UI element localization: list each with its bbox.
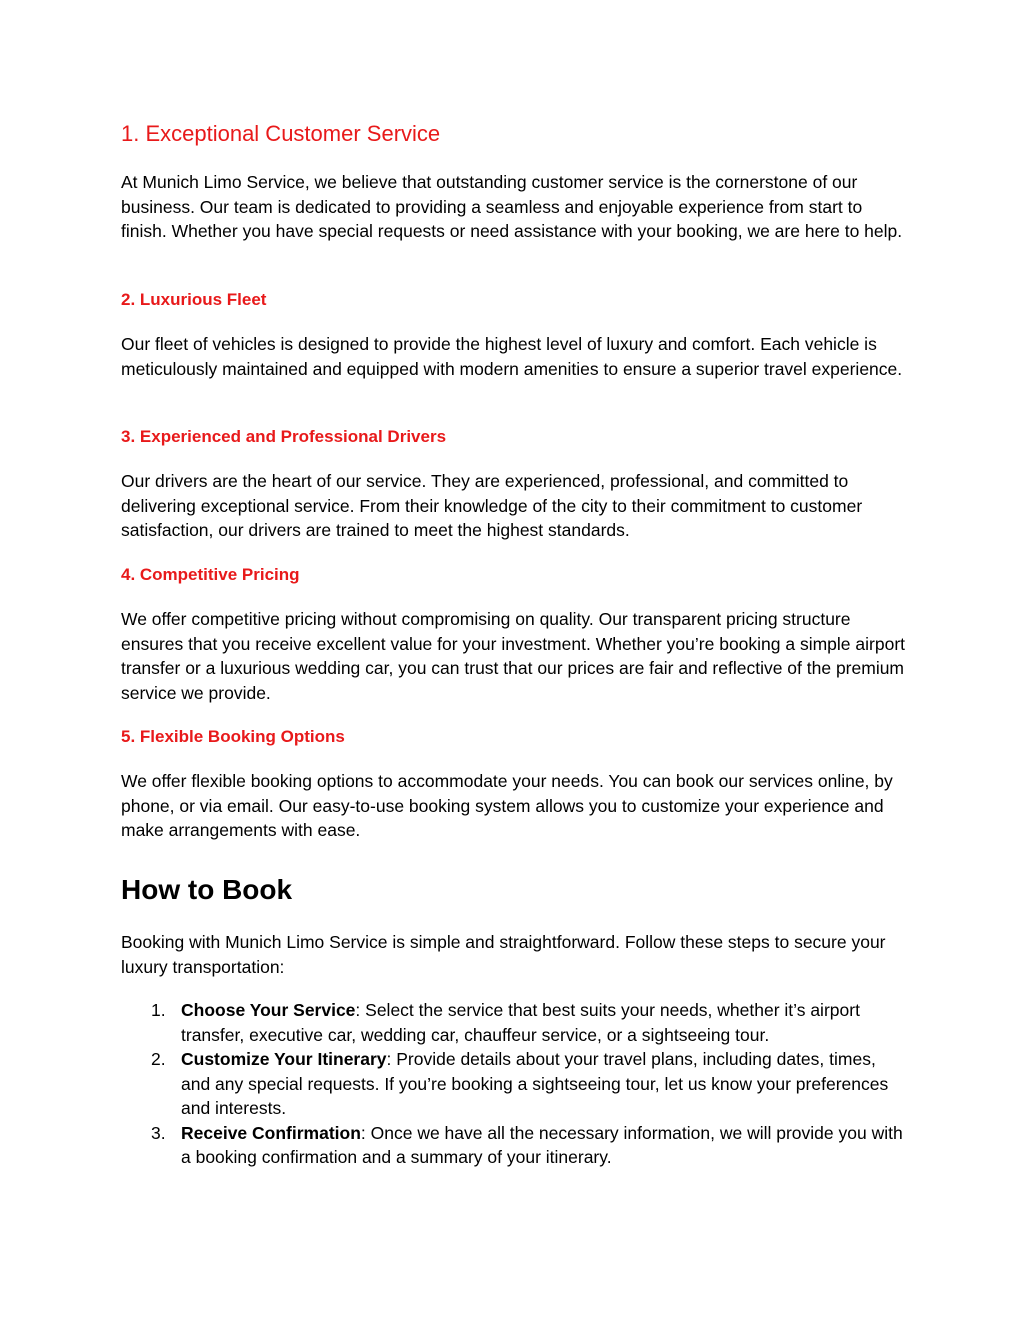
step-text: : Select the service that best suits your needs, whether it’s airport transfer, executive car, wedding car, chauffeur service, or a sightseeing tour.	[181, 1000, 860, 1045]
step-title: Choose Your Service	[181, 1000, 356, 1020]
step-title: Receive Confirmation	[181, 1122, 361, 1143]
section-body-booking-options: We offer flexible booking options to accommodate your needs. You can book our services online, by phone, or via email. Our easy-to-use booking system allows you to customize your experience and make arrangements with ease.	[121, 771, 893, 840]
step-text: : Provide details about your travel plans, including dates, times, and any special requests. If you’re booking a sightseeing tour, let us know your preferences and interests.	[181, 1049, 889, 1118]
step-title: Customize Your Itinerary	[181, 1049, 387, 1069]
booking-steps-list	[121, 998, 906, 1170]
section-heading-pricing: 4. Competitive Pricing	[121, 565, 300, 584]
step-number: 3.	[151, 1122, 166, 1143]
step-text: : Once we have all the necessary information, we will provide you with a booking confirmation and a summary of your itinerary.	[181, 1122, 903, 1167]
booking-step	[121, 998, 906, 1047]
section-heading-customer-service: 1. Exceptional Customer Service	[121, 121, 441, 146]
section-body-fleet: Our fleet of vehicles is designed to provide the highest level of luxury and comfort. Each vehicle is meticulously maintained and equipped with modern amenities to ensure a superior travel experience.	[121, 334, 903, 379]
booking-step	[121, 1121, 906, 1170]
step-number: 1.	[151, 1000, 166, 1020]
section-heading-drivers: 3. Experienced and Professional Drivers	[121, 427, 447, 446]
section-heading-fleet: 2. Luxurious Fleet	[121, 290, 267, 309]
section-heading-booking-options: 5. Flexible Booking Options	[121, 727, 345, 746]
step-number: 2.	[151, 1049, 166, 1069]
section-body-customer-service: At Munich Limo Service, we believe that outstanding customer service is the cornerstone of our business. Our team is dedicated to providing a seamless and enjoyable experience from start to finish. Whether you have special requests or need assistance with your booking, we are here to help.	[121, 172, 903, 241]
booking-step	[121, 1047, 906, 1121]
how-to-book-intro: Booking with Munich Limo Service is simple and straightforward. Follow these steps to secure your luxury transportation:	[121, 932, 886, 977]
section-body-drivers: Our drivers are the heart of our service. They are experienced, professional, and committed to delivering exceptional service. From their knowledge of the city to their commitment to customer satisfaction, our drivers are trained to meet the highest standards.	[121, 471, 863, 540]
section-body-pricing: We offer competitive pricing without compromising on quality. Our transparent pricing structure ensures that you receive excellent value for your investment. Whether you’re booking a simple airport transfer or a luxurious wedding car, you can trust that our prices are fair and reflective of the premium service we provide.	[121, 609, 906, 703]
how-to-book-heading: How to Book	[121, 874, 293, 905]
